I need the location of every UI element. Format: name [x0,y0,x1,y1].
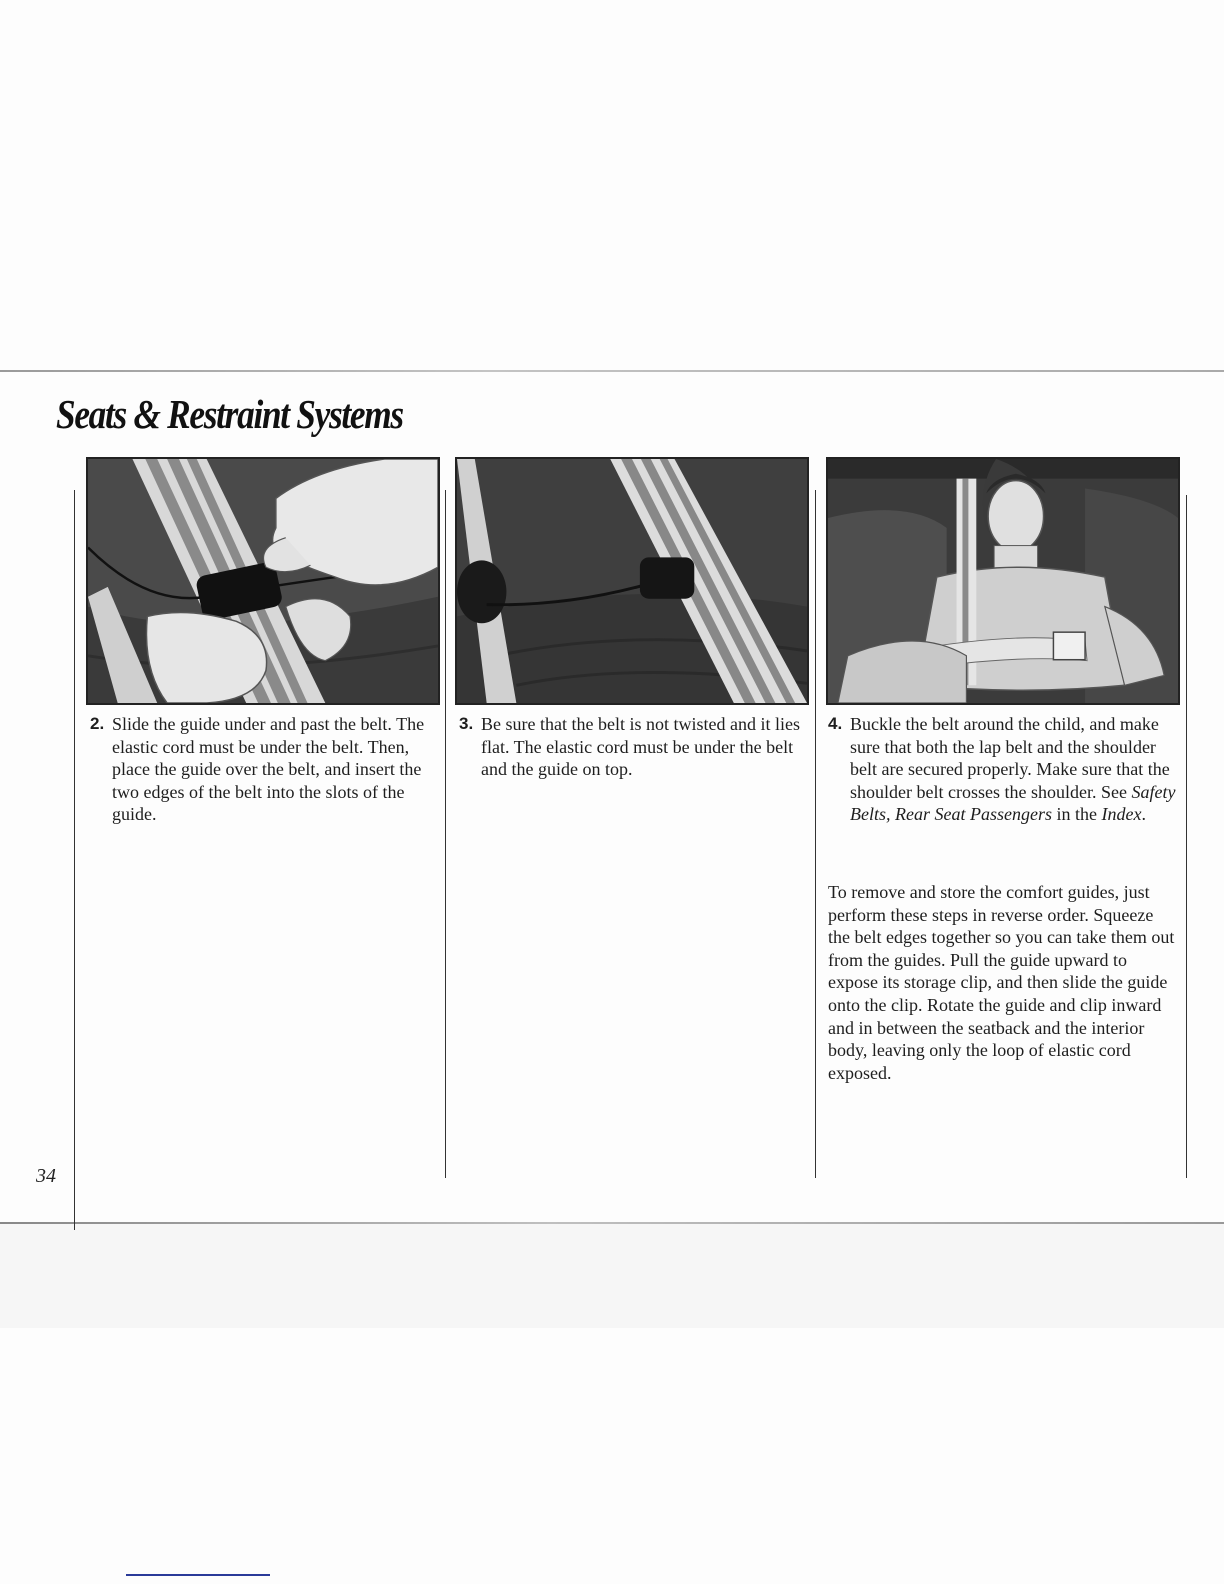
illustration-step-2 [86,457,440,705]
illustration-step-3 [455,457,809,705]
bottom-band [0,1222,1224,1328]
step-text-mid: in the [1051,804,1102,825]
cross-reference-index: Index [1101,804,1142,825]
left-margin-rule [74,490,75,1230]
bottom-blue-line [126,1574,270,1576]
step-text: Be sure that the belt is not twisted and it lies flat. The elastic cord must be under the belt and the guide on top. [481,714,800,780]
column-divider-2 [815,490,816,1178]
step-text-end: . [1141,804,1146,825]
page-number: 34 [36,1165,56,1187]
step-number: 2. [90,714,105,733]
cross-reference: Safety Belts, Rear Seat Passengers [850,781,1176,825]
closing-paragraph: To remove and store the comfort guides, just perform these steps in reverse order. Squeeze the belt edges together so you can take them out from the guides. Pull the guide upward to expose its storage clip, and then slide the guide onto the clip. Rotate the guide and clip inward and in between the seatback and the interior body, leaving only the loop of elastic cord exposed. [828,882,1175,1083]
column-divider-1 [445,490,446,1178]
step-2 [90,713,432,826]
column-divider-3 [1186,495,1187,1178]
top-rule [0,370,1224,372]
step-text: Slide the guide under and past the belt. The elastic cord must be under the belt. Then, place the guide over the belt, and insert the two edges of the belt into the slots of the guide. [112,714,425,825]
bottom-rule [0,1222,1224,1224]
step-number: 4. [828,714,843,733]
step-number: 3. [459,714,474,733]
step-3 [459,713,801,781]
step-text: Buckle the belt around the child, and make sure that both the lap belt and the shoulder belt are secured properly. Make sure that the shoulder belt crosses the shoulder. See [850,714,1170,802]
illustration-step-4 [826,457,1180,705]
step-4 [828,713,1180,826]
section-title: Seats & Restraint Systems [56,391,403,437]
